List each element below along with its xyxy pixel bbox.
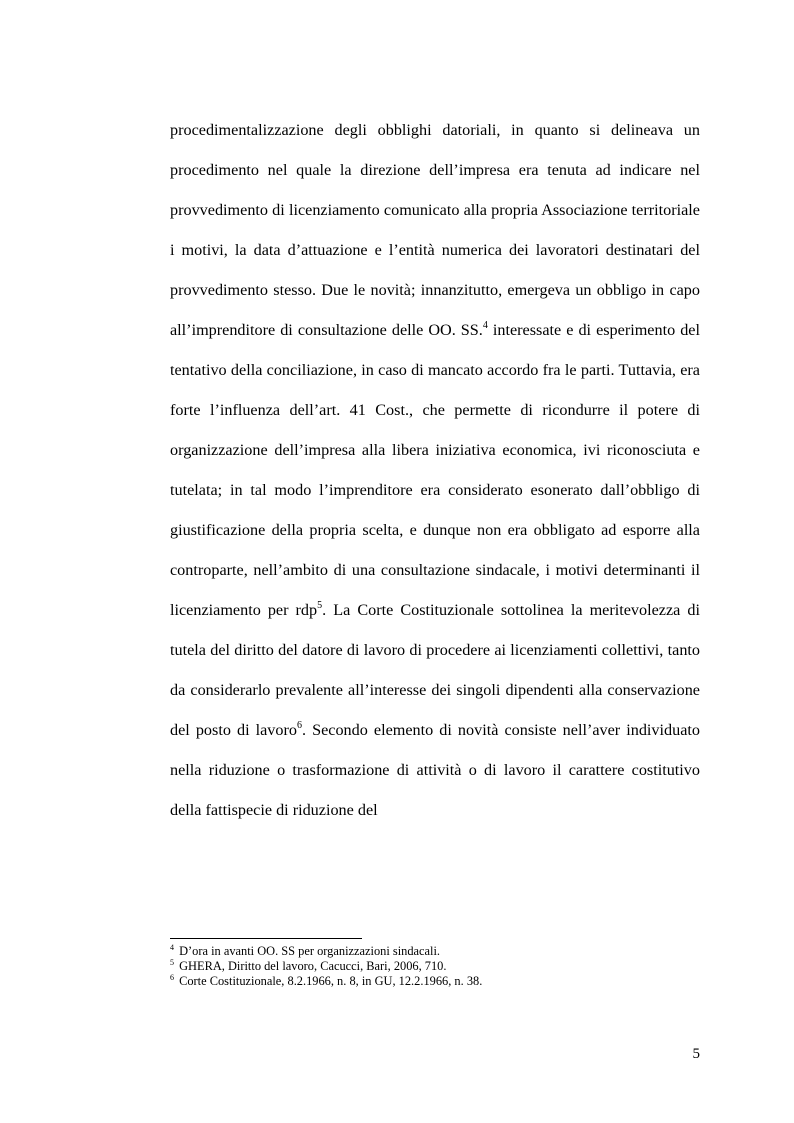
footnote	[170, 959, 710, 974]
footnote	[170, 974, 710, 989]
body-paragraph	[170, 110, 700, 830]
body-text-segment: . La Corte Costituzionale sottolinea la meritevolezza di tutela del diritto del datore di lavoro di procedere ai licenziamenti collettivi, tanto da considerarlo prevalente all’interesse dei singoli dipendenti alla conservazione del posto di lavoro	[170, 601, 700, 739]
footnote-number: 4	[170, 943, 174, 952]
footnotes	[170, 944, 710, 989]
body-text-segment: procedimentalizzazione degli obblighi datoriali, in quanto si delineava un procedimento nel quale la direzione dell’impresa era tenuta ad indicare nel provvedimento di licenziamento comunicato alla propria Associazione territoriale i motivi, la data d’attuazione e l’entità numerica dei lavoratori destinatari del provvedimento stesso. Due le novità; innanzitutto, emergeva un obbligo in capo all’imprenditore di consultazione delle OO. SS.	[170, 121, 700, 339]
footnote-reference: 4	[482, 320, 488, 331]
body-text-segment: interessate e di esperimento del tentativo della conciliazione, in caso di mancato accordo fra le parti. Tuttavia, era forte l’influenza dell’art. 41 Cost., che permette di ricondurre il potere di organizzazione dell’impresa alla libera iniziativa economica, ivi riconosciuta e tutelata; in tal modo l’imprenditore era considerato esonerato dall’obbligo di giustificazione della propria scelta, e dunque non era obbligato ad esporre alla controparte, nell’ambito di una consultazione sindacale, i motivi determinanti il licenziamento per rdp	[170, 321, 700, 619]
footnote-text: D’ora in avanti OO. SS per organizzazioni sindacali.	[176, 944, 441, 958]
footnote-number: 6	[170, 973, 174, 982]
body-text-segment: . Secondo elemento di novità consiste nell’aver individuato nella riduzione o trasformazione di attività o di lavoro il carattere costitutivo della fattispecie di riduzione del	[170, 721, 700, 819]
footnote-text: Corte Costituzionale, 8.2.1966, n. 8, in GU, 12.2.1966, n. 38.	[176, 974, 483, 988]
footnote-separator	[170, 938, 362, 939]
footnote-reference: 6	[296, 720, 302, 731]
footnote	[170, 944, 710, 959]
footnote-number: 5	[170, 958, 174, 967]
footnote-text: GHERA, Diritto del lavoro, Cacucci, Bari, 2006, 710.	[176, 959, 447, 973]
page-number: 5	[692, 1046, 700, 1062]
footnote-reference: 5	[317, 600, 323, 611]
